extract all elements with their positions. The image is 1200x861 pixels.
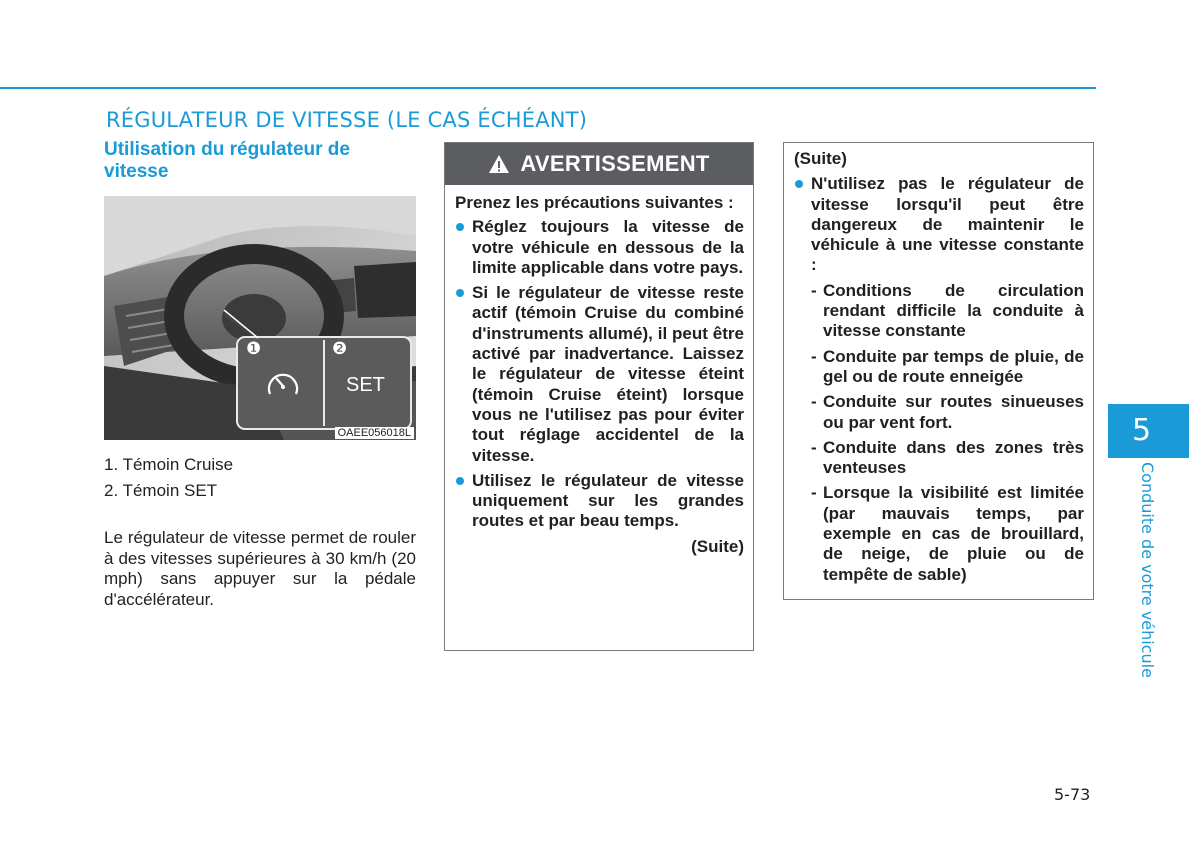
warning-bullet: Réglez toujours la vitesse de votre véhicule en dessous de la limite applicable dans votre pays. bbox=[455, 217, 744, 278]
body-paragraph: Le régulateur de vitesse permet de rouler à des vitesses supérieures à 30 km/h (20 mph) sans appuyer sur la pédale d'accélérateur. bbox=[104, 528, 416, 609]
dashboard-illustration bbox=[104, 196, 416, 440]
warning-title: AVERTISSEMENT bbox=[520, 151, 710, 176]
inset-leader bbox=[222, 308, 262, 348]
condition-item: - Conduite dans des zones très venteuses bbox=[794, 438, 1084, 479]
warning-bullet: Utilisez le régulateur de vitesse uniquement sur les grandes routes et par beau temps. bbox=[455, 471, 744, 532]
figure-legend bbox=[104, 452, 233, 504]
cruise-callout: ❶ bbox=[246, 339, 262, 358]
condition-item: - Lorsque la visibilité est limitée (par mauvais temps, par exemple en cas de brouillard, de neige, de pluie ou de tempête de sable) bbox=[794, 483, 1084, 584]
top-rule bbox=[0, 87, 1096, 89]
section-title: RÉGULATEUR DE VITESSE (LE CAS ÉCHÉANT) bbox=[106, 108, 588, 132]
subheading: Utilisation du régulateur de vitesse bbox=[104, 139, 350, 182]
continuation-box bbox=[783, 142, 1094, 600]
chapter-tab: 5 bbox=[1108, 404, 1189, 458]
set-indicator-label: SET bbox=[346, 374, 385, 396]
condition-item: - Conditions de circulation rendant difficile la conduite à vitesse constante bbox=[794, 281, 1084, 342]
legend-item: 2. Témoin SET bbox=[104, 481, 218, 500]
warning-box bbox=[444, 142, 754, 651]
chapter-label: Conduite de votre véhicule bbox=[1138, 462, 1157, 678]
indicator-inset bbox=[236, 336, 412, 430]
warning-intro: Prenez les précautions suivantes : bbox=[455, 193, 734, 212]
condition-item: - Conduite sur routes sinueuses ou par vent fort. bbox=[794, 392, 1084, 433]
warning-triangle-icon bbox=[488, 154, 510, 174]
warning-bullet: Si le régulateur de vitesse reste actif (témoin Cruise du combiné d'instruments allumé), il peut être activé par inadvertance. Laissez le régulateur de vitesse éteint (témoin Cruise éteint) lorsque vous ne l'utilisez pas pour éviter tout réglage accidentel de la vitesse. bbox=[455, 283, 744, 466]
figure-code: OAEE056018L bbox=[335, 427, 414, 439]
continuation-bullet: N'utilisez pas le régulateur de vitesse lorsqu'il peut être dangereux de maintenir le véhicule à une vitesse constante : bbox=[794, 174, 1084, 275]
set-callout: ❷ bbox=[332, 339, 348, 358]
warning-header bbox=[445, 143, 753, 185]
condition-item: - Conduite par temps de pluie, de gel ou de route enneigée bbox=[794, 347, 1084, 388]
continuation-header: (Suite) bbox=[794, 149, 847, 168]
warning-suite: (Suite) bbox=[691, 536, 744, 556]
page-number: 5-73 bbox=[1054, 785, 1091, 804]
legend-item: 1. Témoin Cruise bbox=[104, 455, 234, 474]
